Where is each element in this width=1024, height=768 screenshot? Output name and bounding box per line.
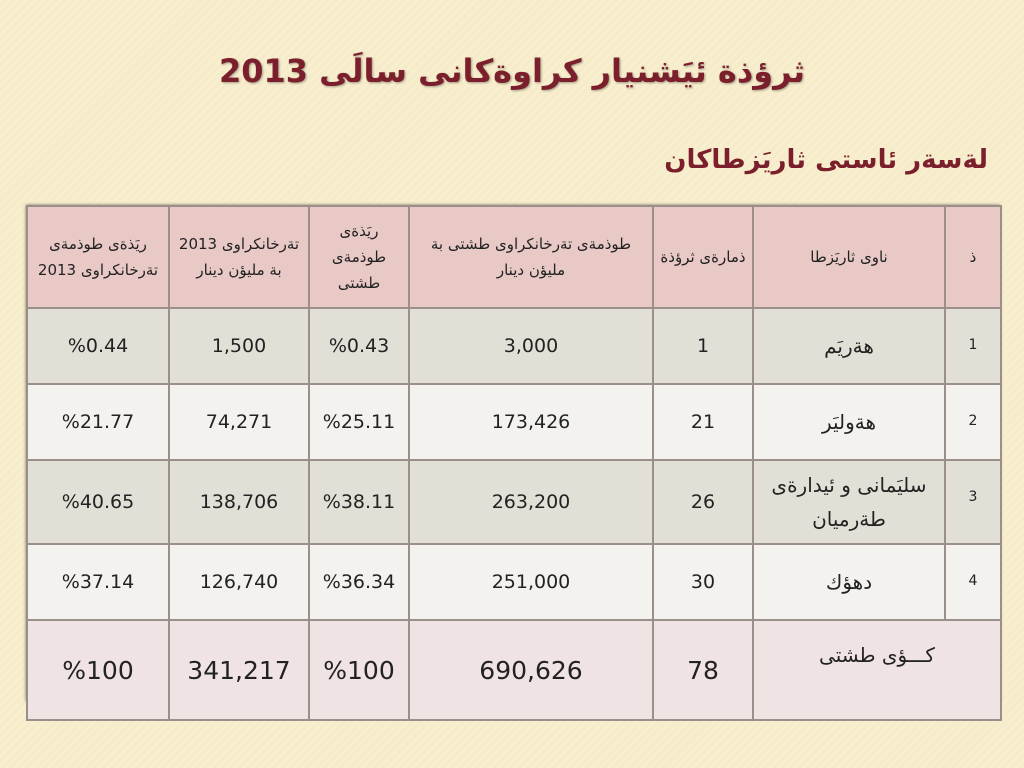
row-total-cost: 263,200 — [409, 460, 653, 544]
row-province: هةريَم — [753, 308, 945, 384]
totals-total-ratio: %100 — [309, 620, 409, 720]
row-project-count: 26 — [653, 460, 753, 544]
row-total-cost: 173,426 — [409, 384, 653, 460]
row-total-ratio: %36.34 — [309, 544, 409, 620]
totals-alloc-2013: 341,217 — [169, 620, 309, 720]
totals-alloc-ratio: %100 — [27, 620, 169, 720]
row-province: دهؤك — [753, 544, 945, 620]
table-row — [27, 460, 1001, 544]
row-alloc-ratio: %37.14 — [27, 544, 169, 620]
row-project-count: 21 — [653, 384, 753, 460]
table-totals-row — [27, 620, 1001, 720]
projects-table-container — [26, 205, 1000, 701]
row-alloc-ratio: %21.77 — [27, 384, 169, 460]
header-province: ناوى ثاريَزطا — [753, 206, 945, 308]
row-index: 1 — [945, 308, 1001, 384]
row-index: 2 — [945, 384, 1001, 460]
row-alloc-2013: 126,740 — [169, 544, 309, 620]
header-index: ذ — [945, 206, 1001, 308]
row-total-ratio: %0.43 — [309, 308, 409, 384]
row-total-ratio: %38.11 — [309, 460, 409, 544]
table-row — [27, 544, 1001, 620]
row-project-count: 30 — [653, 544, 753, 620]
row-alloc-ratio: %40.65 — [27, 460, 169, 544]
row-province: هةوليَر — [753, 384, 945, 460]
totals-project-count: 78 — [653, 620, 753, 720]
row-project-count: 1 — [653, 308, 753, 384]
totals-label: كـــؤى طشتى — [753, 620, 1001, 720]
slide-title: ثرؤذة ئيَشنيار كراوةكانى سالَى 2013 — [218, 52, 806, 90]
table-row — [27, 384, 1001, 460]
row-alloc-2013: 74,271 — [169, 384, 309, 460]
row-total-cost: 3,000 — [409, 308, 653, 384]
table-row — [27, 308, 1001, 384]
header-alloc-2013: تةرخانكراوى 2013 بة مليؤن دينار — [169, 206, 309, 308]
slide-subtitle: لةسةر ئاستى ثاريَزطاكان — [664, 145, 988, 175]
row-index: 3 — [945, 460, 1001, 544]
row-total-ratio: %25.11 — [309, 384, 409, 460]
projects-table — [26, 205, 1002, 721]
row-alloc-ratio: %0.44 — [27, 308, 169, 384]
header-total-ratio: ريَذةى طوذمةى طشتى — [309, 206, 409, 308]
row-total-cost: 251,000 — [409, 544, 653, 620]
header-alloc-ratio: ريَذةى طوذمةى تةرخانكراوى 2013 — [27, 206, 169, 308]
header-total-cost: طوذمةى تةرخانكراوى طشتى بة مليؤن دينار — [409, 206, 653, 308]
header-project-count: ذمارةى ثرؤذة — [653, 206, 753, 308]
row-province: سليَمانى و ئيدارةى طةرميان — [753, 460, 945, 544]
row-alloc-2013: 138,706 — [169, 460, 309, 544]
table-header-row — [27, 206, 1001, 308]
row-index: 4 — [945, 544, 1001, 620]
row-alloc-2013: 1,500 — [169, 308, 309, 384]
totals-total-cost: 690,626 — [409, 620, 653, 720]
